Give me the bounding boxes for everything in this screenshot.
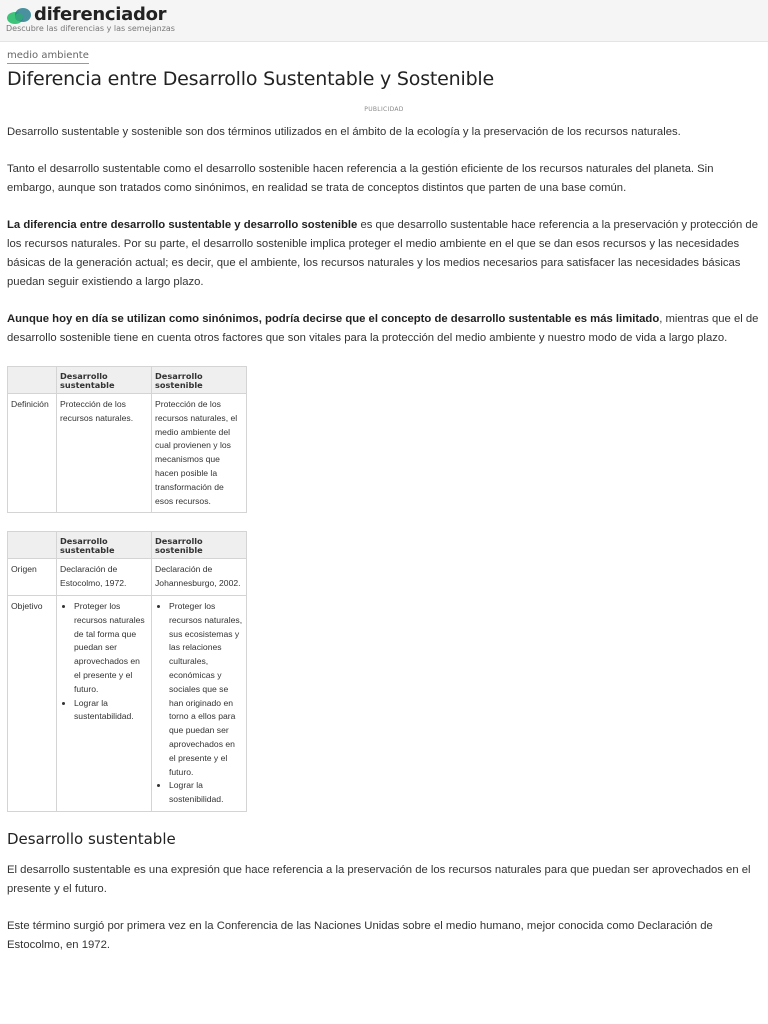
- cell-sustentable: Protección de los recursos naturales.: [57, 394, 152, 513]
- paragraph-4-rest: , mientras que el de desarrollo sostenible tiene en cuenta otros factores que son vitales para la protección del medio ambiente y nuestro modo de vida a largo plazo.: [7, 313, 759, 344]
- paragraph-intro: Desarrollo sustentable y sostenible son dos términos utilizados en el ámbito de la ecología y la preservación de los recursos naturales.: [7, 126, 681, 138]
- list-item: • Lograr la sostenibilidad.: [169, 779, 243, 807]
- cell-sostenible: Declaración de Johannesburgo, 2002.: [152, 559, 247, 596]
- site-tagline: Descubre las diferencias y las semejanzas: [6, 24, 175, 33]
- table-row: [8, 394, 247, 513]
- section-paragraph-2: Este término surgió por primera vez en la Conferencia de las Naciones Unidas sobre el medio humano, mejor conocida como Declaración de Estocolmo, en 1972.: [7, 919, 713, 951]
- cell-sostenible: Protección de los recursos naturales, el medio ambiente del cual provienen y los mecanismos que hacen posible la transformación de esos recursos.: [152, 394, 247, 513]
- table-header-sustentable: Desarrollo sustentable: [57, 532, 152, 559]
- row-label: Objetivo: [8, 595, 57, 811]
- table-header-sostenible: Desarrollo sostenible: [152, 367, 247, 394]
- bullet-list: [60, 600, 148, 724]
- table-header-sostenible: Desarrollo sostenible: [152, 532, 247, 559]
- list-item: • Proteger los recursos naturales de tal forma que puedan ser aprovechados en el presente y el futuro.: [74, 600, 148, 697]
- ad-label: PUBLICIDAD: [364, 106, 404, 113]
- paragraph-4-bold: Aunque hoy en día se utilizan como sinónimos, podría decirse que el concepto de desarrollo sustentable es más limitado: [7, 313, 660, 325]
- row-label: Origen: [8, 559, 57, 596]
- table-header-sustentable: Desarrollo sustentable: [57, 367, 152, 394]
- site-header: [0, 0, 768, 42]
- page-title: Diferencia entre Desarrollo Sustentable y Sostenible: [7, 68, 495, 90]
- comparison-table-origin: [7, 531, 247, 812]
- site-brand[interactable]: diferenciador: [34, 4, 167, 25]
- comparison-table-definition: [7, 366, 247, 513]
- table-header-row: [8, 532, 247, 559]
- paragraph-3-bold: La diferencia entre desarrollo sustentable y desarrollo sostenible: [7, 219, 358, 231]
- cell-sustentable: Declaración de Estocolmo, 1972.: [57, 559, 152, 596]
- section-heading: Desarrollo sustentable: [7, 829, 176, 848]
- table-header-row: [8, 367, 247, 394]
- cell-sostenible: [152, 595, 247, 811]
- logo-icon[interactable]: [6, 6, 32, 26]
- table-header-empty: [8, 532, 57, 559]
- row-label: Definición: [8, 394, 57, 513]
- table-row: [8, 559, 247, 596]
- paragraph-3: [7, 216, 761, 292]
- list-item: • Proteger los recursos naturales, sus ecosistemas y las relaciones culturales, económicas y sociales que se han originado en torno a ellos para que puedan ser aprovechados en el presente y el futuro.: [169, 600, 243, 779]
- paragraph-2: Tanto el desarrollo sustentable como el desarrollo sostenible hacen referencia a la gestión eficiente de los recursos naturales del planeta. Sin embargo, aunque son tratados como sinónimos, en realidad se trata de conceptos distintos que parten de una base común.: [7, 163, 714, 194]
- paragraph-3-rest: es que desarrollo sustentable hace referencia a la preservación y protección de los recursos naturales. Por su parte, el desarrollo sostenible implica proteger el medio ambiente en el que se dan esos recursos y las necesidades básicas de la generación actual; es decir, que el ambiente, los recursos naturales y los medios necesarios para satisfacer las necesidades básicas puedan seguir existiendo a largo plazo.: [7, 219, 758, 288]
- article: [0, 42, 768, 955]
- table-row: [8, 595, 247, 811]
- list-item: • Lograr la sustentabilidad.: [74, 697, 148, 725]
- cell-sustentable: [57, 595, 152, 811]
- paragraph-4: [7, 310, 761, 348]
- table-header-empty: [8, 367, 57, 394]
- section-paragraph-1: El desarrollo sustentable es una expresión que hace referencia a la preservación de los recursos naturales para que puedan ser aprovechados en el presente y el futuro.: [7, 863, 751, 895]
- bullet-list: [155, 600, 243, 807]
- category-link[interactable]: medio ambiente: [7, 50, 89, 64]
